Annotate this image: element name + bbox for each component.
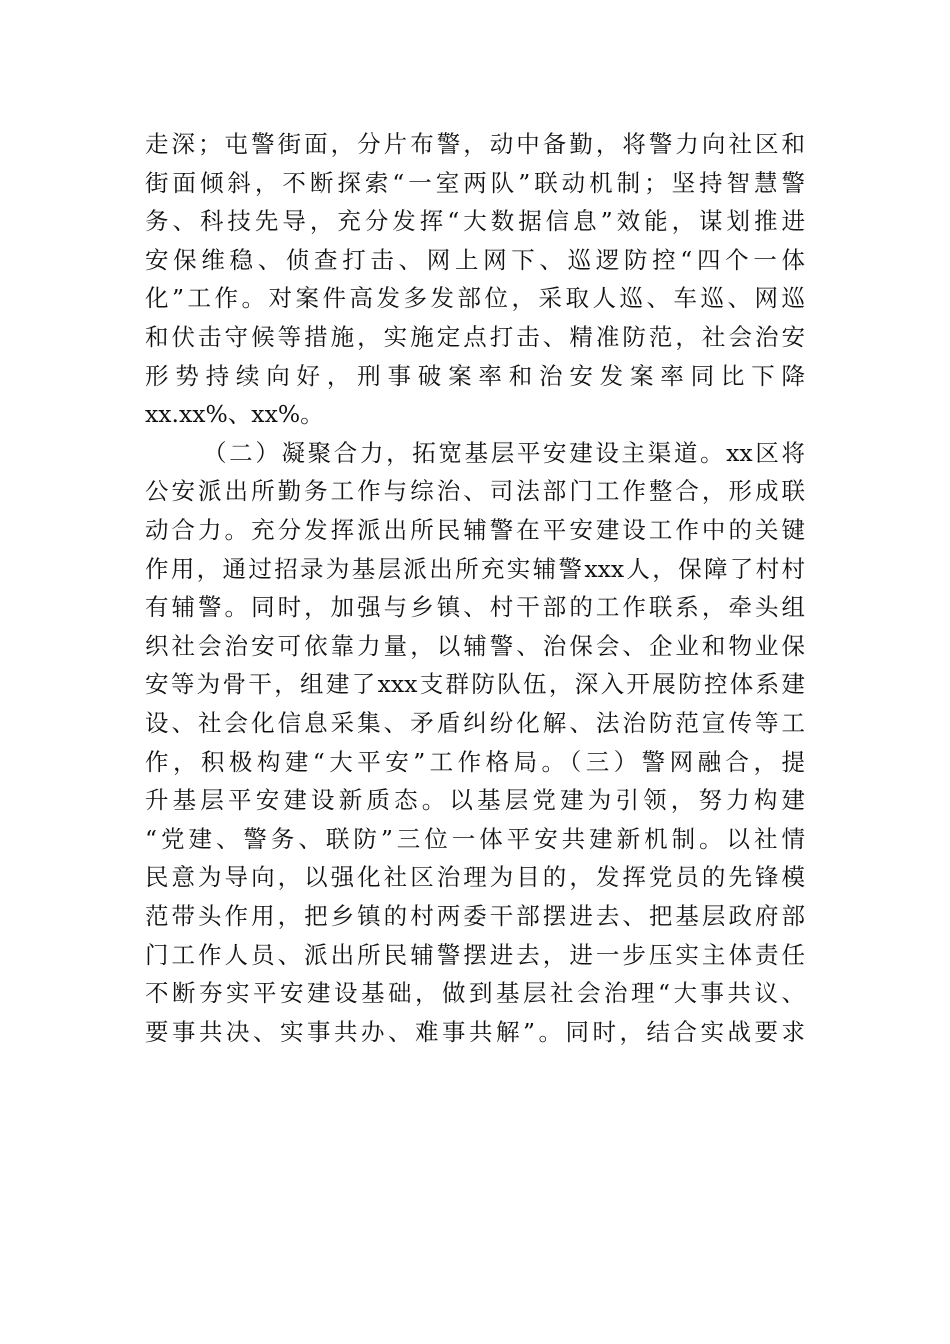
text-line: 民意为导向，以强化社区治理为目的，发挥党员的先锋模: [145, 863, 805, 892]
text-line: 安保维稳、侦查打击、网上网下、巡逻防控“四个一体: [145, 245, 805, 274]
text-line: 安等为骨干，组建了xxx支群防队伍，深入开展防控体系建: [145, 670, 805, 699]
text-line: xx.xx%、xx%。: [145, 400, 324, 429]
text-line: 作用，通过招录为基层派出所充实辅警xxx人，保障了村村: [145, 554, 805, 583]
text-line: 街面倾斜，不断探索“一室两队”联动机制；坚持智慧警: [145, 168, 805, 197]
paragraph-first-line: （二）凝聚合力，拓宽基层平安建设主渠道。xx区将: [203, 438, 805, 467]
text-line: 公安派出所勤务工作与综治、司法部门工作整合，形成联: [145, 477, 805, 506]
text-line: 化”工作。对案件高发多发部位，采取人巡、车巡、网巡: [145, 284, 805, 313]
text-line: 织社会治安可依靠力量，以辅警、治保会、企业和物业保: [145, 631, 805, 660]
text-line: 和伏击守候等措施，实施定点打击、精准防范，社会治安: [145, 323, 805, 351]
text-line: 要事共决、实事共办、难事共解”。同时，结合实战要求: [145, 1017, 805, 1046]
text-line: 设、社会化信息采集、矛盾纠纷化解、法治防范宣传等工: [145, 709, 805, 737]
text-line: 走深；屯警街面，分片布警，动中备勤，将警力向社区和: [145, 130, 805, 158]
text-line: 务、科技先导，充分发挥“大数据信息”效能，谋划推进: [145, 207, 805, 236]
text-line: 有辅警。同时，加强与乡镇、村干部的工作联系，牵头组: [145, 593, 805, 622]
text-line: 不断夯实平安建设基础，做到基层社会治理“大事共议、: [145, 979, 805, 1008]
text-line: 门工作人员、派出所民辅警摆进去，进一步压实主体责任: [145, 940, 805, 969]
text-line: 范带头作用，把乡镇的村两委干部摆进去、把基层政府部: [145, 902, 805, 930]
text-line: “党建、警务、联防”三位一体平安共建新机制。以社情: [145, 824, 805, 853]
text-line: 动合力。充分发挥派出所民辅警在平安建设工作中的关键: [145, 516, 805, 544]
text-line: 形势持续向好，刑事破案率和治安发案率同比下降: [145, 361, 805, 390]
text-line: 作，积极构建“大平安”工作格局。（三）警网融合，提: [145, 747, 805, 776]
text-line: 升基层平安建设新质态。以基层党建为引领，努力构建: [145, 786, 805, 815]
